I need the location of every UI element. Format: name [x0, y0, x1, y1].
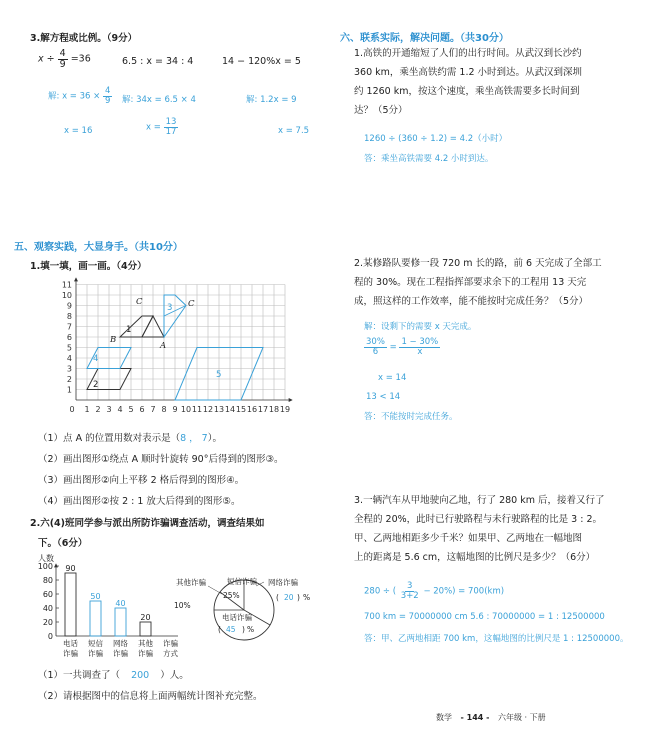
bar-category-label-line2: 诈骗 — [63, 649, 78, 658]
pie-chart — [164, 572, 324, 652]
label-shape-2: 2 — [93, 380, 99, 390]
label-shape-3: 3 — [167, 303, 173, 313]
x-tick: 17 — [257, 405, 269, 414]
x-tick: 15 — [235, 405, 247, 414]
bar-y-tick: 20 — [42, 618, 53, 627]
bar-y-label: 人数 — [38, 554, 54, 563]
x-tick: 10 — [180, 405, 192, 414]
x-tick: 0 — [69, 405, 75, 414]
x-tick: 18 — [268, 405, 280, 414]
s6-q2-text: 2.某修路队要修一段 720 m 长的路，前 6 天完成了全部工 程的 30%。现在工程指挥部要求余下的工程用 13 天完 成，照这样的工作效率，能不能按时完成任务？（5分） — [354, 258, 602, 307]
label-shape-1: 1 — [126, 325, 132, 335]
bar-y-tick: 80 — [42, 576, 53, 585]
s5-q2-part2: （2）请根据图中的信息将上面两幅统计图补充完整。 — [38, 691, 263, 702]
bar-category-label-line2: 诈骗 — [88, 649, 103, 658]
s6-q3-answer-calc: 280 ÷ ( $\frac{3}{3+2}$ − 20%) = 700(km) — [364, 581, 505, 601]
pie-label-phone: 电话诈骗 — [222, 613, 252, 622]
x-tick: 6 — [139, 405, 145, 414]
pie-pct-sign-phone: % — [247, 625, 255, 634]
q3-title: 3.解方程或比例。（9分） — [30, 33, 138, 44]
footer-page-number: - 144 - — [460, 713, 490, 722]
s6-q2-answer-let: 解：设剩下的需要 x 天完成。 — [364, 322, 477, 332]
s5-q2-title-cont: 下。（6分） — [38, 538, 88, 549]
bar-category-label: 短信 — [88, 639, 103, 648]
bar-y-tick: 0 — [47, 632, 53, 641]
bar-1 — [65, 573, 76, 636]
s5-q2-part1: （1）一共调查了（ 200 ）人。 — [38, 670, 189, 681]
x-tick: 7 — [150, 405, 156, 414]
x-tick: 16 — [246, 405, 258, 414]
s5-q1-part2: （2）画出图形①绕点 A 顺时针旋转 90°后得到的图形③。 — [38, 454, 284, 465]
bar-y-tick: 100 — [37, 562, 53, 571]
x-tick: 3 — [106, 405, 112, 414]
y-tick: 6 — [66, 333, 72, 342]
x-tick: 5 — [128, 405, 134, 414]
y-tick: 11 — [61, 280, 72, 290]
answer-1-result: x = 16 — [64, 126, 93, 136]
footer-grade: 六年级 · 下册 — [498, 713, 546, 722]
s6-q2-answer-x: x = 14 — [378, 373, 407, 383]
s5-q1-part1: （1）点 A 的位置用数对表示是（8 ， 7）。 — [38, 433, 222, 444]
s6-q3-text: 3.一辆汽车从甲地驶向乙地，行了 280 km 后，接着又行了 全程的 20%，此时已行驶路程与未行驶路程的比是 3 : 2。 甲、乙两地相距多少千米？如果甲、乙两地在一幅地图 上的距离是 5.6 cm，这幅地图的比例尺是多少？（6分） — [354, 495, 605, 563]
pie-ans-net: 20 — [284, 593, 294, 602]
s6-q2-answer-proportion: $\frac{30\%}{6}$ = $\frac{1 - 30\%}{x}$ — [366, 337, 439, 357]
x-tick: 4 — [117, 405, 123, 414]
pie-label-sms: 短信诈骗 — [227, 577, 257, 586]
pie-ans-phone: 45 — [226, 625, 236, 634]
x-tick: 19 — [279, 405, 291, 414]
s6-q1-answer-text: 答：乘坐高铁需要 4.2 小时到达。 — [364, 154, 494, 164]
section-6-title: 六、联系实际，解决问题。（共30分） — [340, 33, 509, 44]
grid-lines — [76, 285, 285, 401]
bar-value-label: 40 — [115, 599, 126, 608]
pie-label-net: 网络诈骗 — [268, 578, 298, 587]
bar-y-tick: 60 — [42, 590, 53, 599]
svg-text:): ) — [242, 625, 245, 634]
x-tick: 14 — [224, 405, 236, 414]
bar-category-label: 电话 — [63, 639, 78, 648]
x-tick: 9 — [172, 405, 178, 414]
y-tick: 2 — [66, 375, 72, 384]
svg-text:): ) — [297, 593, 300, 602]
y-tick: 7 — [66, 322, 72, 332]
pie-pct-other: 10% — [174, 601, 191, 610]
svg-text:(: ( — [276, 593, 279, 602]
s5-q1-title: 1.填一填，画一画。（4分） — [30, 261, 147, 272]
label-A: A — [160, 341, 167, 351]
y-tick: 10 — [61, 291, 72, 300]
y-tick: 4 — [66, 354, 72, 363]
s5-q1-part4: （4）画出图形②按 2 : 1 放大后得到的图形⑤。 — [38, 496, 241, 507]
pie-pct-sign-net: % — [303, 593, 311, 602]
bar-3 — [115, 608, 126, 636]
label-C: C — [136, 297, 143, 307]
pie-label-other: 其他诈骗 — [176, 578, 206, 587]
s5-q1-part3: （3）画出图形②向上平移 2 格后得到的图形④。 — [38, 475, 245, 486]
s6-q1-answer-calc: 1260 ÷ (360 ÷ 1.2) = 4.2（小时） — [364, 134, 508, 144]
bar-value-label: 90 — [65, 564, 76, 573]
equation-1: x ÷ $\frac{4}{9}$ =36 — [38, 48, 91, 70]
coordinate-grid — [56, 276, 300, 422]
y-tick: 3 — [66, 364, 72, 374]
y-tick: 5 — [66, 343, 72, 353]
y-tick: 9 — [66, 301, 72, 311]
s6-q3-answer-text: 答：甲、乙两地相距 700 km，这幅地图的比例尺是 1 : 12500000。 — [364, 634, 629, 644]
label-shape-4: 4 — [93, 354, 99, 364]
section-5-title: 五、观察实践，大显身手。（共10分） — [14, 242, 183, 253]
answer-2-step: 解: 34x = 6.5 × 4 — [122, 95, 196, 105]
pie-pct-sms: 25% — [223, 591, 240, 600]
y-tick: 1 — [66, 385, 72, 395]
bar-category-label-line2: 方式 — [163, 649, 178, 658]
x-tick: 2 — [95, 405, 101, 414]
equation-2: 6.5 : x = 34 : 4 — [122, 56, 194, 67]
bar-value-label: 50 — [90, 592, 101, 601]
page-footer — [436, 712, 546, 723]
answer-1-step: 解: x = 36 × $\frac{4}{9}$ — [48, 86, 111, 106]
bar-category-label: 诈骗 — [163, 639, 178, 648]
s6-q2-answer-text: 答：不能按时完成任务。 — [364, 412, 458, 422]
answer-2-result: x = $\frac{13}{17}$ — [146, 117, 177, 137]
x-tick: 1 — [84, 405, 90, 414]
s6-q3-answer-scale: 700 km = 70000000 cm 5.6 : 70000000 = 1 : 12500000 — [364, 612, 605, 622]
bar-2 — [90, 601, 101, 636]
x-tick: 12 — [202, 405, 214, 414]
answer-3-step: 解: 1.2x = 9 — [246, 95, 297, 105]
s6-q1-text: 1.高铁的开通缩短了人们的出行时间。从武汉到长沙约 360 km，乘坐高铁约需 1.2 小时到达。从武汉到深圳 约 1260 km，按这个速度，乘坐高铁需要多长时间到 达？（5分） — [354, 48, 583, 116]
bar-y-tick: 40 — [42, 604, 53, 613]
label-shape-5: 5 — [216, 370, 222, 380]
x-tick: 8 — [161, 405, 167, 414]
bar-value-label: 20 — [140, 613, 151, 622]
s6-q2-answer-compare: 13 < 14 — [366, 392, 401, 402]
bar-category-label-line2: 诈骗 — [138, 649, 153, 658]
label-C-prime: C — [188, 299, 195, 309]
equation-3: 14 − 120%x = 5 — [222, 56, 301, 67]
bar-category-label: 网络 — [113, 639, 128, 648]
bar-4 — [140, 622, 151, 636]
s5-q2-title: 2.六(4)班同学参与派出所防诈骗调查活动，调查结果如 — [30, 518, 265, 529]
bar-chart — [24, 552, 184, 660]
x-tick: 13 — [213, 405, 225, 414]
svg-text:(: ( — [218, 625, 221, 634]
y-tick: 8 — [66, 312, 72, 321]
label-B: B — [110, 335, 117, 345]
bar-category-label: 其他 — [138, 639, 153, 648]
answer-3-result: x = 7.5 — [278, 126, 310, 136]
bar-category-label-line2: 诈骗 — [113, 649, 128, 658]
x-tick: 11 — [191, 405, 203, 414]
footer-subject: 数学 — [436, 713, 452, 722]
